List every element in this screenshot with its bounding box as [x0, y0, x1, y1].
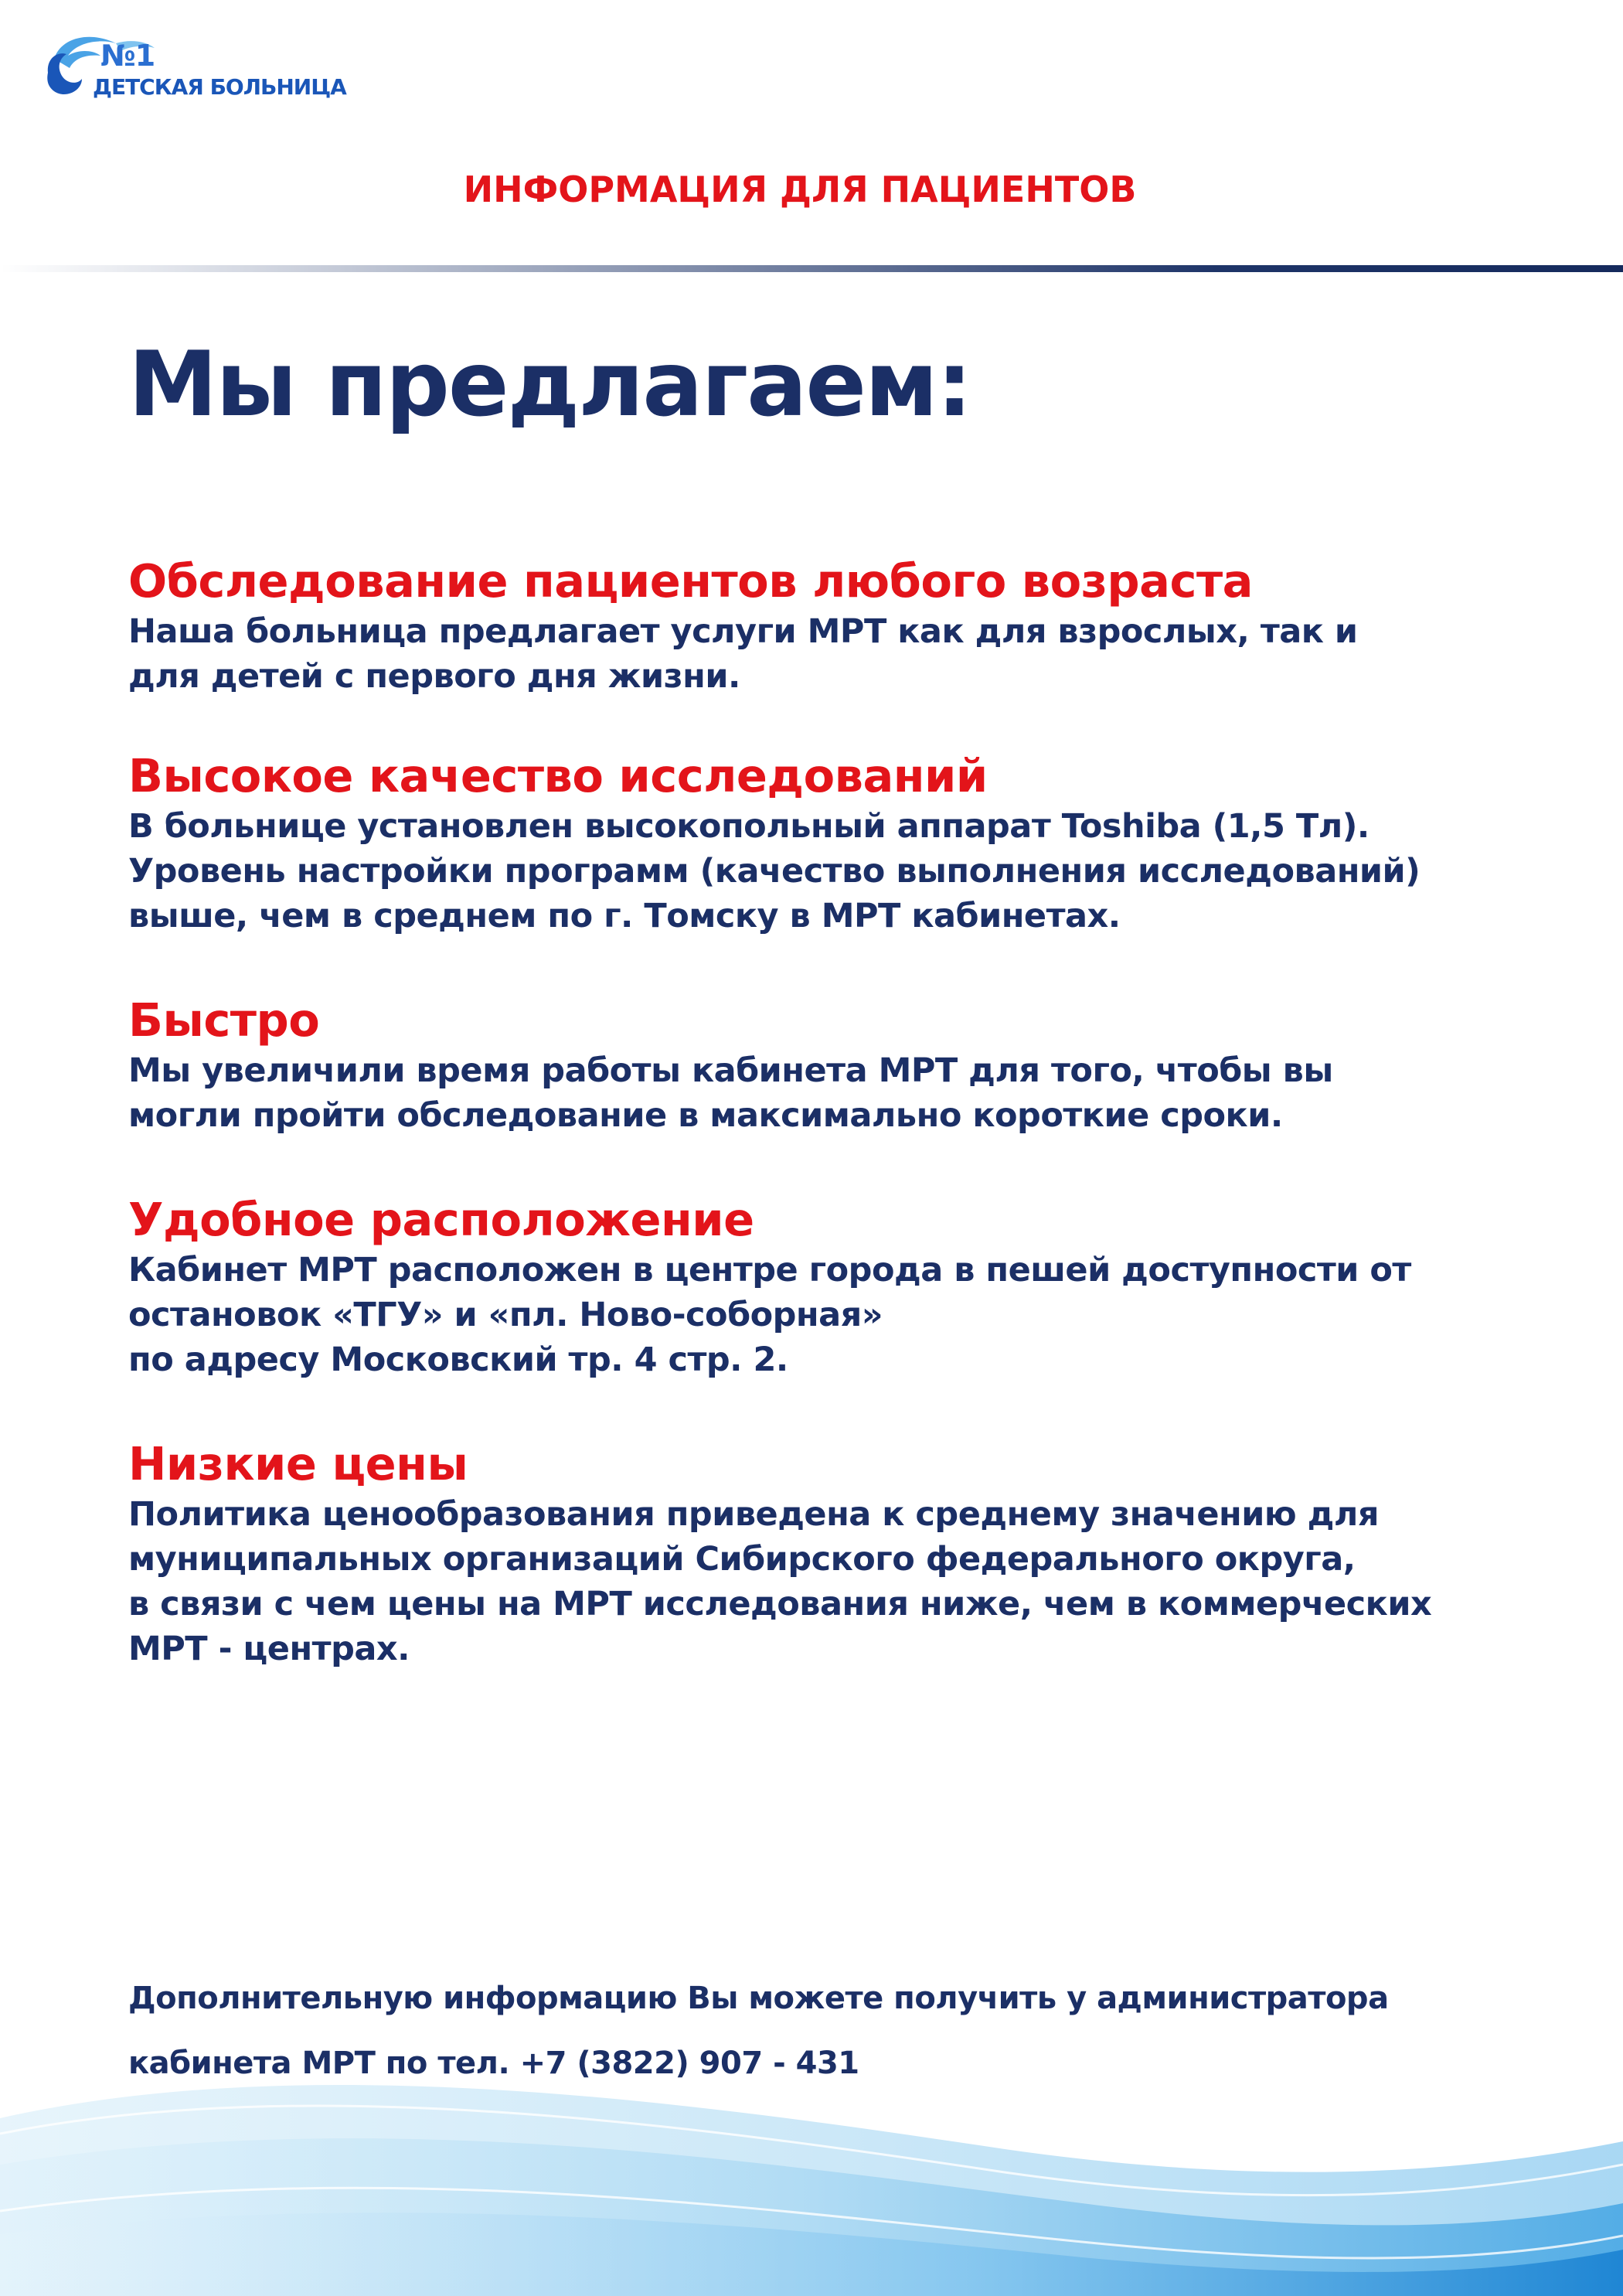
page-title: Мы предлагаем: — [128, 332, 971, 437]
hospital-logo — [31, 28, 356, 113]
header-title: ИНФОРМАЦИЯ ДЛЯ ПАЦИЕНТОВ — [463, 169, 1137, 210]
dolphin-logo-icon — [31, 28, 356, 113]
section-text-line: В больнице установлен высокопольный аппарат Toshiba (1,5 Тл). — [128, 807, 1370, 846]
section-text-line: выше, чем в среднем по г. Томску в МРТ кабинетах. — [128, 897, 1121, 935]
section-title: Высокое качество исследований — [128, 749, 988, 802]
section-fast — [128, 993, 1597, 1138]
section-title: Быстро — [128, 993, 320, 1047]
decorative-waves — [0, 2056, 1623, 2296]
section-title: Обследование пациентов любого возраста — [128, 554, 1253, 608]
logo-number: №1 — [100, 39, 155, 73]
section-text-line: МРТ - центрах. — [128, 1630, 410, 1668]
footer-phone-line: кабинета МРТ по тел. +7 (3822) 907 - 431 — [128, 2046, 859, 2081]
section-text-line: остановок «ТГУ» и «пл. Ново-соборная» — [128, 1296, 883, 1334]
section-text-line: Уровень настройки программ (качество выполнения исследований) — [128, 852, 1421, 891]
section-text-line: Кабинет МРТ расположен в центре города в пешей доступности от — [128, 1251, 1411, 1289]
section-text-line: Политика ценообразования приведена к среднему значению для — [128, 1495, 1379, 1534]
section-high-quality — [128, 748, 1597, 938]
section-location — [128, 1192, 1597, 1382]
section-text-line: муниципальных организаций Сибирского федерального округа, — [128, 1540, 1356, 1579]
section-text-line: Мы увеличили время работы кабинета МРТ для того, чтобы вы — [128, 1051, 1333, 1090]
section-text-line: для детей с первого дня жизни. — [128, 657, 740, 696]
section-low-prices — [128, 1436, 1597, 1671]
logo-hospital-name: ДЕТСКАЯ БОЛЬНИЦА — [93, 74, 346, 100]
section-text-line: по адресу Московский тр. 4 стр. 2. — [128, 1340, 788, 1379]
section-text-line: в связи с чем цены на МРТ исследования ниже, чем в коммерческих — [128, 1585, 1432, 1623]
header-divider — [0, 265, 1623, 272]
section-title: Низкие цены — [128, 1437, 468, 1490]
section-any-age — [128, 554, 1597, 699]
section-text-line: Наша больница предлагает услуги МРТ как для взрослых, так и — [128, 612, 1358, 651]
footer-info-line: Дополнительную информацию Вы можете получить у администратора — [128, 1981, 1389, 2016]
section-title: Удобное расположение — [128, 1193, 754, 1246]
section-text-line: могли пройти обследование в максимально короткие сроки. — [128, 1096, 1283, 1135]
